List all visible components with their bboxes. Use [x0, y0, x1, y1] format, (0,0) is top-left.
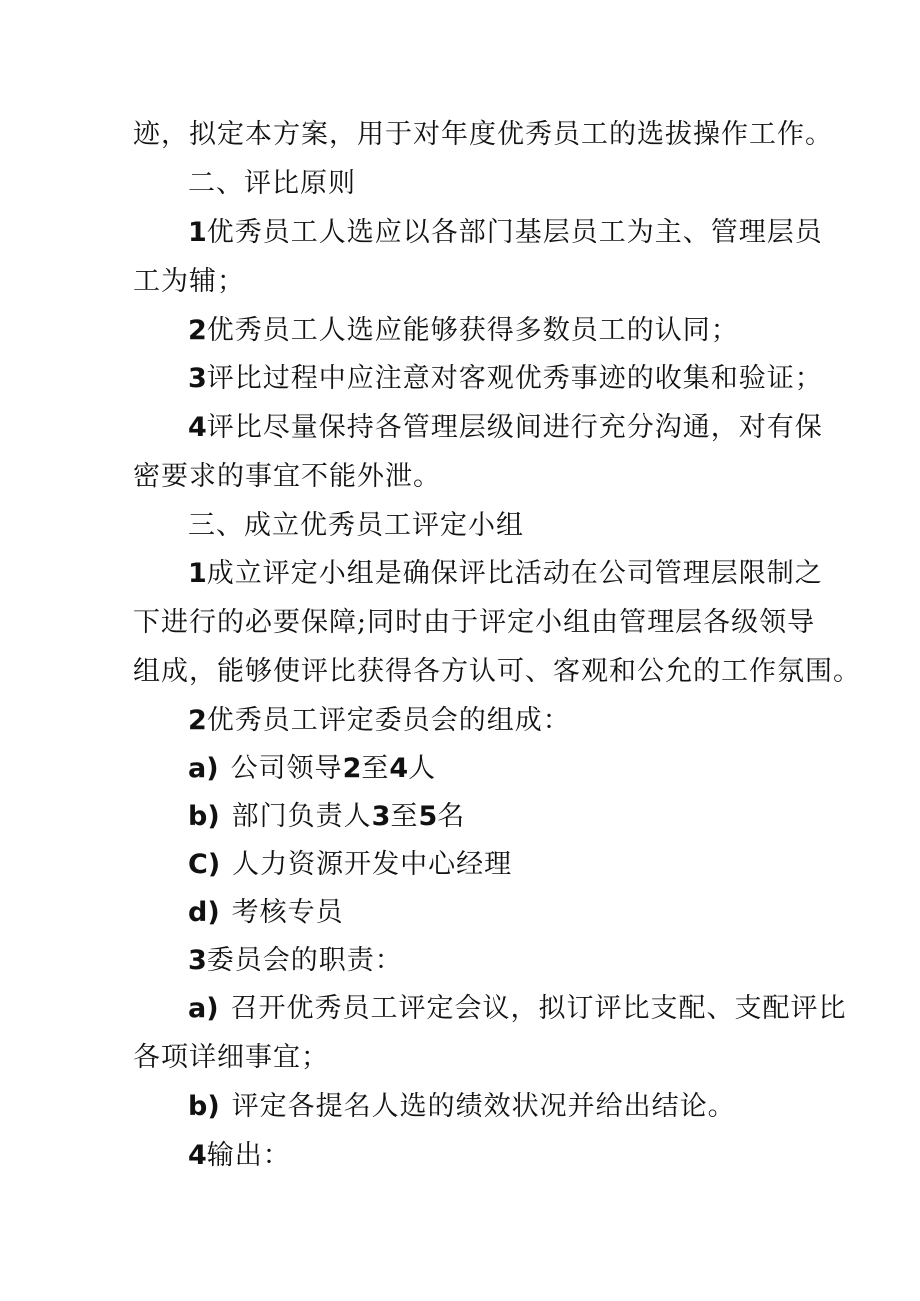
item-text: 至 [361, 753, 390, 784]
item-number: 3 [371, 801, 391, 832]
item-text: 评比过程中应注意对客观优秀事迹的收集和验证； [206, 363, 823, 394]
item-number: 1 [188, 558, 207, 589]
group-item-1-continuation [0, 654, 920, 690]
section-heading-3 [0, 508, 920, 544]
committee-item-b [0, 799, 920, 835]
item-text: 考核专员 [231, 897, 344, 928]
item-number: 2 [342, 753, 362, 784]
item-number: 4 [188, 1140, 207, 1171]
item-text: 评比尽量保持各管理层级间进行充分沟通，对有保 [206, 412, 823, 443]
item-text: 评定各提名人选的绩效状况并给出结论。 [231, 1091, 736, 1122]
list-label: b) [188, 1091, 220, 1122]
heading-text: 三、成立优秀员工评定小组 [188, 510, 524, 541]
list-label: a) [188, 993, 219, 1024]
item-text: 各项详细事宜； [133, 1042, 329, 1073]
group-item-1 [0, 556, 920, 592]
item-text: 优秀员工人选应能够获得多数员工的认同； [206, 315, 739, 346]
item-text: 至 [390, 801, 419, 832]
item-text: 输出： [206, 1140, 291, 1171]
principle-item-3 [0, 361, 920, 397]
item-number: 5 [418, 801, 438, 832]
heading-text: 二、评比原则 [188, 168, 356, 199]
committee-item-d [0, 895, 920, 931]
paragraph-continuation [0, 117, 920, 153]
list-label: C) [188, 849, 221, 880]
group-item-2 [0, 703, 920, 739]
principle-item-4-continuation [0, 459, 920, 495]
item-text: 密要求的事宜不能外泄。 [133, 461, 441, 492]
item-text: 优秀员工评定委员会的组成： [206, 705, 571, 736]
group-item-1-continuation [0, 605, 920, 641]
list-label: b) [188, 801, 220, 832]
group-item-3 [0, 943, 920, 979]
item-text: 人力资源开发中心经理 [232, 849, 513, 880]
item-text: 召开优秀员工评定会议，拟订评比支配、支配评比 [230, 993, 847, 1024]
item-number: 1 [188, 217, 207, 248]
principle-item-1-continuation [0, 264, 920, 300]
item-text: 成立评定小组是确保评比活动在公司管理层限制之 [206, 558, 823, 589]
committee-item-a [0, 751, 920, 787]
section-heading-2 [0, 166, 920, 202]
item-text: 人 [408, 753, 437, 784]
item-text: 工为辅； [133, 266, 245, 297]
duty-item-a-continuation [0, 1040, 920, 1076]
item-number: 2 [188, 705, 207, 736]
list-label: d) [188, 897, 220, 928]
paragraph-text: 迹，拟定本方案，用于对年度优秀员工的选拔操作工作。 [133, 119, 833, 150]
list-label: a) [188, 753, 219, 784]
item-number: 2 [188, 315, 207, 346]
principle-item-4 [0, 410, 920, 446]
item-number: 3 [188, 945, 207, 976]
item-text: 名 [437, 801, 466, 832]
item-text: 优秀员工人选应以各部门基层员工为主、管理层员 [206, 217, 823, 248]
item-number: 3 [188, 363, 207, 394]
item-number: 4 [188, 412, 207, 443]
item-text: 组成，能够使评比获得各方认可、客观和公允的工作氛围。 [133, 656, 861, 687]
principle-item-2 [0, 313, 920, 349]
item-text: 部门负责人 [231, 801, 372, 832]
committee-item-c [0, 847, 920, 883]
group-item-4 [0, 1138, 920, 1174]
duty-item-a [0, 991, 920, 1027]
duty-item-b [0, 1089, 920, 1125]
item-text: 下进行的必要保障;同时由于评定小组由管理层各级领导 [133, 607, 816, 638]
item-number: 4 [389, 753, 409, 784]
item-text: 公司领导 [230, 753, 343, 784]
principle-item-1 [0, 215, 920, 251]
item-text: 委员会的职责： [206, 945, 403, 976]
